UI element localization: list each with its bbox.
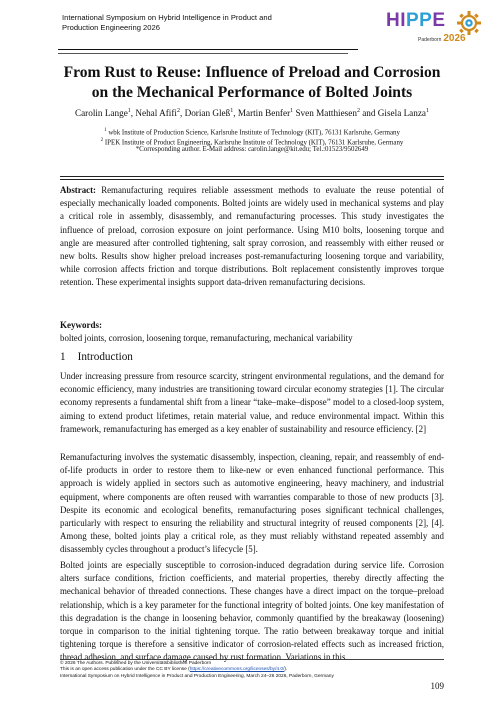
conference-header	[62, 13, 322, 33]
section-title: Introduction	[77, 351, 133, 363]
logo-wordmark: HIPPE	[386, 10, 446, 31]
keywords-label: Keywords:	[60, 320, 102, 330]
author: Gisela Lanza$^1$	[377, 108, 430, 119]
title-line-2: on the Mechanical Performance of Bolted Joints	[91, 84, 413, 101]
section-heading	[60, 351, 145, 363]
author: Martin Benfer$^1$	[237, 108, 294, 119]
author: Dorian Gleß$^1$	[184, 108, 234, 119]
hippe-logo	[378, 8, 488, 48]
gear-icon	[456, 10, 482, 36]
abstract	[60, 184, 444, 290]
logo-year: Paderborn 2026	[418, 33, 466, 44]
corresponding-author: *Corresponding author. E-Mail address: carolin.lange@kit.edu; Tel.:01523/9502649	[135, 146, 369, 153]
conference-line-2: Production Engineering 2026	[62, 23, 160, 32]
author: Sven Matthiesen$^2$	[295, 108, 360, 119]
paper-title	[20, 63, 484, 103]
footer-license: This is an open access publication under the CC BY license (https://creativecommons.org/licenses/by/4.0/).	[60, 667, 288, 673]
footer-rule	[60, 659, 444, 660]
footer	[60, 661, 460, 680]
author-list: Carolin Lange$^1$, Nehal Afifi$^2$, Dorian Gleß$^1$, Martin Benfer$^1$ Sven Matthiesen$^2$ and Gisela Lanza$^1$	[74, 108, 430, 119]
paragraph-3: Bolted joints are especially susceptible to corrosion-induced degradation during service life. Corrosion alters surface conditions, friction coefficients, and material properties, thereby directly affecting the mechanical behavior of threaded connections. These changes have a direct impact on the torque–preload relationship, which is a key parameter for the functional integrity of bolted joints. One key manifestation of this degradation is the change in loosening behavior, commonly quantified by the breakaway (loosening) torque in comparison to the initial tightening torque. The ratio between breakaway torque and initial tightening torque is therefore a sensitive indicator of corrosion-related effects such as increased friction, thread adhesion, and surface damage caused by rust formation. Variations in this	[60, 560, 444, 663]
author: Carolin Lange$^1$	[74, 108, 131, 119]
license-link[interactable]: https://creativecommons.org/licenses/by/4.0/	[189, 667, 285, 673]
abstract-label: Abstract:	[60, 185, 96, 195]
affiliation-2: $^2$ IPEK Institute of Product Engineering, Karlsruhe Institute of Technology (KIT), 76131 Karlsruhe, Germany	[100, 137, 404, 146]
footer-copyright: © 2026 The Authors. Published by the Universitätsbibliothek Paderborn	[60, 661, 212, 666]
header-rule-thin	[58, 53, 348, 54]
author: Nehal Afifi$^2$	[135, 108, 180, 119]
page-number: 109	[430, 681, 444, 691]
paragraph-2: Remanufacturing involves the systematic disassembly, inspection, cleaning, repair, and reassembly of end-of-life products in order to restore them to like-new or even enhanced functional performance. This approach is widely applied in sectors such as automotive engineering, heavy machinery, and industrial equipment, where components are often reused with warranties comparable to those of new products [3]. Despite its economic and ecological benefits, remanufacturing poses significant technical challenges, particularly with respect to ensuring the reliability and structural integrity of reused components [2], [4]. Among these, bolted joints play a critical role, as they must reliably withstand repeated assembly and disassembly cycles throughout a product’s lifecycle [5].	[60, 452, 444, 555]
header-rule	[58, 49, 358, 50]
section-number: 1	[60, 351, 66, 363]
conference-line-1: International Symposium on Hybrid Intelligence in Product and	[62, 13, 272, 22]
title-line-1: From Rust to Reuse: Influence of Preload and Corrosion	[63, 64, 441, 81]
footer-conference: International Symposium on Hybrid Intelligence in Product and Production Engineering, March 24–26 2026, Paderborn, Germany	[60, 673, 334, 679]
paragraph-1: Under increasing pressure from resource scarcity, stringent environmental regulations, and the demand for economic efficiency, many industries are transitioning toward circular economy strategies [1]. The circular economy represents a fundamental shift from a linear “take–make–dispose” model to a closed-loop system, aiming to extend product lifetimes, retain material value, and reduce environmental impact. Within this framework, remanufacturing has emerged as a key enabler of sustainability and resource efficiency. [2]	[60, 371, 444, 434]
abstract-text: Remanufacturing requires reliable assessment methods to evaluate the reuse potential of especially mechanically loaded components. Bolted joints are widely used in mechanical systems and play a critical role in assembly, disassembly, and remanufacturing processes. This study investigates the influence of preload, corrosion exposure on joint performance. Using M10 bolts, loosening torque and angle are measured after controlled tightening, salt spray corrosion, and reassembly with either reused or new bolts. Results show higher preload increases post-remanufacturing loosening torque and variability, while corrosion affects friction and torque distributions. Bolt replacement consistently improves torque retention. These experimental insights support data-driven remanufacturing decisions.	[60, 185, 444, 288]
abstract-rule-top-2	[60, 179, 444, 180]
abstract-rule-top	[60, 176, 444, 177]
affiliation-1: $^1$ wbk Institute of Production Science, Karlsruhe Institute of Technology (KIT), 76131 Karlsruhe, Germany	[104, 128, 400, 137]
keywords-text: bolted joints, corrosion, loosening torque, remanufacturing, mechanical variability	[60, 333, 353, 343]
